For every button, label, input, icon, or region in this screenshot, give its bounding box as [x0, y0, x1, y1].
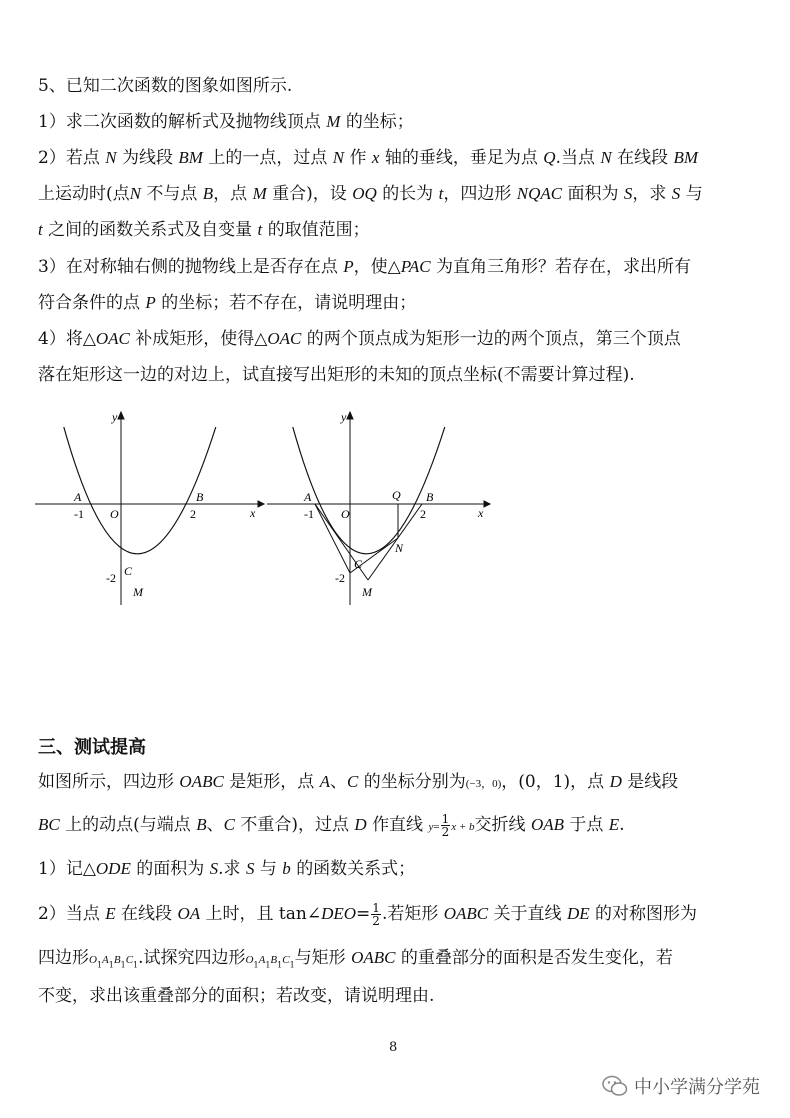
problem-5-part-4-cont: 落在矩形这一边的对边上，试直接写出矩形的未知的顶点坐标(不需要计算过程). [38, 365, 635, 385]
page-number: 8 [389, 1040, 398, 1055]
parabola-curve [293, 427, 445, 554]
footer-brand: 中小学满分学苑 [634, 1077, 760, 1098]
footer-watermark [602, 1073, 760, 1099]
label-two: 2 [420, 507, 426, 521]
label-y: y [341, 410, 347, 424]
label-neg1: -1 [74, 507, 84, 521]
wechat-icon [602, 1075, 628, 1097]
problem-5-part-2-end: t 之间的函数关系式及自变量 t 的取值范围； [38, 220, 370, 240]
problem-5-part-3-cont: 符合条件的点 P 的坐标；若不存在，请说明理由； [38, 293, 417, 313]
parabola-figure-2 [262, 405, 502, 620]
label-two: 2 [190, 507, 196, 521]
label-C: C [354, 557, 363, 571]
y-axis-arrow [347, 412, 353, 419]
problem-5-part-4: 4）将△OAC 补成矩形，使得△OAC 的两个顶点成为矩形一边的两个顶点，第三个顶点 [38, 329, 681, 349]
problem-5-part-2: 2）若点 N 为线段 BM 上的一点，过点 N 作 x 轴的垂线，垂足为点 Q.当点 N 在线段 BM [38, 148, 699, 168]
problem-5-part-2-cont: 上运动时(点N 不与点 B，点 M 重合)，设 OQ 的长为 t，四边形 NQAC 面积为 S，求 S 与 [38, 184, 703, 204]
problem-5-part-3: 3）在对称轴右侧的抛物线上是否存在点 P，使△PAC 为直角三角形？若存在，求出所有 [38, 257, 692, 277]
label-Q: Q [392, 488, 401, 502]
section-3-line-2: BC 上的动点(与端点 B、C 不重合)，过点 D 作直线 y= $\frac{1}{2}$ x + b交折线 OAB 于点 E. [38, 812, 625, 839]
label-M: M [133, 585, 143, 599]
section-3-line-1: 如图所示，四边形 OABC 是矩形，点 A、C 的坐标分别为(−3，0)，(0，1)，点 D 是线段 [38, 772, 679, 792]
label-N: N [395, 541, 404, 555]
section-3-part-2-end: 不变，求出该重叠部分的面积；若改变，请说明理由. [38, 986, 435, 1006]
label-x: x [250, 506, 256, 520]
parabola-curve [64, 427, 216, 554]
section-3-part-2-cont: 四边形$O_1A_1B_1C_1$.试探究四边形$O_1A_1B_1C_1$与矩形 OABC 的重叠部分的面积是否发生变化，若 [38, 948, 673, 970]
label-neg1: -1 [304, 507, 314, 521]
label-neg2: -2 [106, 571, 116, 585]
label-A: A [304, 490, 312, 504]
label-O: O [110, 507, 119, 521]
x-axis-arrow [484, 501, 490, 507]
problem-5-title: 5、已知二次函数的图象如图所示. [38, 76, 293, 96]
label-B: B [196, 490, 204, 504]
label-A: A [74, 490, 82, 504]
problem-5-part-1: 1）求二次函数的解析式及抛物线顶点 M 的坐标； [38, 112, 414, 132]
label-B: B [426, 490, 434, 504]
section-heading: 三、测试提高 [38, 737, 146, 758]
label-M: M [362, 585, 372, 599]
section-3-part-2: 2）当点 E 在线段 OA 上时，且 tan∠DEO= $\frac{1}{2}$ .若矩形 OABC 关于直线 DE 的对称图形为 [38, 901, 698, 928]
parabola-figure-1 [30, 405, 270, 620]
line-equation: y= $\frac{1}{2}$ x + b [428, 812, 475, 839]
label-O: O [341, 507, 350, 521]
section-3-part-1: 1）记△ODE 的面积为 S.求 S 与 b 的函数关系式； [38, 859, 416, 879]
label-y: y [112, 410, 118, 424]
y-axis-arrow [118, 412, 124, 419]
label-x: x [478, 506, 484, 520]
label-neg2: -2 [335, 571, 345, 585]
label-C: C [124, 564, 133, 578]
